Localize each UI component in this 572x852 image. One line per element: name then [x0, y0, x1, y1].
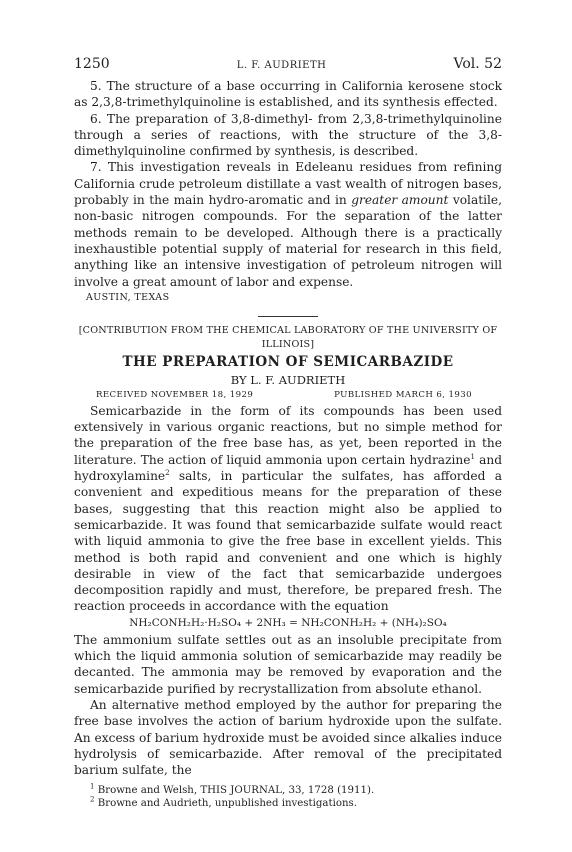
volume-label: Vol. 52 — [453, 56, 502, 72]
footnote-1-text: Browne and Welsh, THIS JOURNAL, 33, 1728 (1911). — [97, 785, 375, 797]
running-header — [74, 56, 502, 78]
summary-item-7-emphasis: greater amount — [351, 193, 449, 208]
footnote-1 — [90, 784, 502, 797]
body-paragraph-3: An alternative method employed by the author for preparing the free base involves the action of barium hydroxide upon the sulfate. An excess of barium hydroxide must be avoided since alkalies induce hydrolysis of semicarbazide. After removal of the precipitated barium sulfate, the — [74, 697, 502, 778]
received-date: RECEIVED NOVEMBER 18, 1929 — [96, 389, 254, 400]
journal-page — [74, 56, 502, 810]
page-number: 1250 — [74, 56, 110, 72]
running-author: L. F. AUDRIETH — [236, 60, 327, 71]
footnote-2 — [90, 797, 502, 810]
footnote-2-text: Browne and Audrieth, unpublished investigations. — [97, 798, 357, 810]
footnote-ref-1: 1 — [470, 452, 475, 461]
footnote-ref-2: 2 — [165, 468, 170, 477]
summary-item-7 — [74, 159, 502, 289]
summary-item-7-part-b: volatile, non-basic nitrogen compounds. For the separation of the latter methods remain to be developed. Although there is a practically inexhaustible potential supply of material for research in this field, anything like an intensive investigation of petroleum nitrogen will involve a great amount of labor and expense. — [74, 193, 502, 289]
footnote-1-mark: 1 — [90, 783, 95, 791]
contribution-line: [CONTRIBUTION FROM THE CHEMICAL LABORATORY OF THE UNIVERSITY OF ILLINOIS] — [78, 324, 498, 350]
summary-item-6: 6. The preparation of 3,8-dimethyl- from 2,3,8-trimethylquinoline through a series of reactions, with the structure of the 3,8-dimethylquinoline confirmed by synthesis, is described. — [74, 111, 502, 159]
footnote-2-mark: 2 — [90, 796, 95, 804]
article-dates — [74, 388, 502, 403]
article-byline: BY L. F. AUDRIETH — [230, 372, 346, 387]
summary-item-5: 5. The structure of a base occurring in California kerosene stock as 2,3,8-trimethylquinoline is established, and its synthesis effected. — [74, 79, 502, 110]
published-date: PUBLISHED MARCH 6, 1930 — [334, 389, 472, 400]
para1-part-b: and hydroxylamine — [74, 452, 503, 484]
author-location: AUSTIN, TEXAS — [86, 291, 170, 303]
body-paragraph-1 — [74, 403, 502, 615]
article-title: THE PREPARATION OF SEMICARBAZIDE — [122, 353, 454, 370]
summary-item-7-part-a: 7. This investigation reveals in Edeleanu residues from refining California crude petroleum distillate a vast wealth of nitrogen bases, probably in the main hydro-aromatic and in — [74, 160, 502, 208]
reaction-equation: NH₂CONH₂H₂·H₂SO₄ + 2NH₃ = NH₂CONH₂H₂ + (NH₄)₂SO₄ — [129, 616, 447, 629]
para1-part-c: salts, in particular the sulfates, has afforded a convenient and expeditious means for the preparation of these bases, suggesting that this reaction might also be applied to semicarbazide. It was found that semicarbazide sulfate would react with liquid ammonia to give the free base in excellent yields. This method is both rapid and convenient and one which is highly desirable in view of the fact that semicarbazide undergoes decomposition rapidly and must, therefore, be prepared fresh. The reaction proceeds in accordance with the equation — [74, 469, 502, 614]
section-divider — [258, 316, 318, 317]
para1-part-a: Semicarbazide in the form of its compounds has been used extensively in various organic reactions, but no simple method for the preparation of the free base has, as yet, been reported in the literature. The action of liquid ammonia upon certain hydrazine — [74, 403, 502, 467]
body-paragraph-2: The ammonium sulfate settles out as an insoluble precipitate from which the liquid ammonia solution of semicarbazide may readily be decanted. The ammonia may be removed by evaporation and the semicarbazide purified by recrystallization from absolute ethanol. — [74, 632, 502, 696]
